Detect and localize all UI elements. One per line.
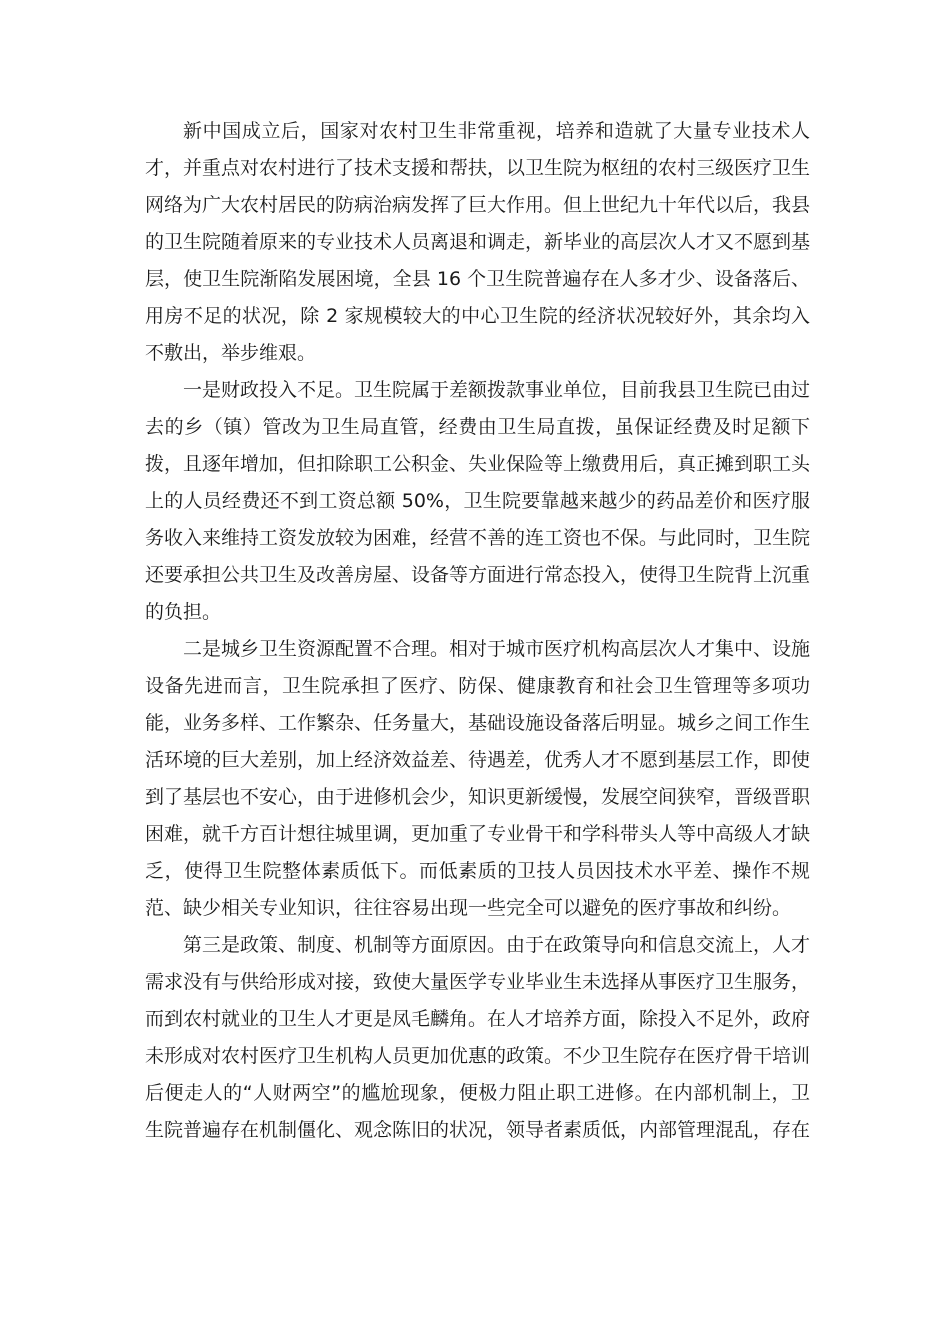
paragraph-financial-input: 一是财政投入不足。卫生院属于差额拨款事业单位，目前我县卫生院已由过去的乡（镇）管改为卫生局直管，经费由卫生局直拨，虽保证经费及时足额下拨，且逐年增加，但扣除职工公积金、失业保险等上缴费用后，真正摊到职工头上的人员经费还不到工资总额 50%，卫生院要靠越来越少的药品差价和医疗服务收入来维持工资发放较为困难，经营不善的连工资也不保。与此同时，卫生院还要承担公共卫生及改善房屋、设备等方面进行常态投入，使得卫生院背上沉重的负担。 — [145, 379, 811, 623]
paragraph-intro: 新中国成立后，国家对农村卫生非常重视，培养和造就了大量专业技术人才，并重点对农村进行了技术支援和帮扶，以卫生院为枢纽的农村三级医疗卫生网络为广大农村居民的防病治病发挥了巨大作用。但上世纪九十年代以后，我县的卫生院随着原来的专业技术人员离退和调走，新毕业的高层次人才又不愿到基层，使卫生院渐陷发展困境，全县 16 个卫生院普遍存在人多才少、设备落后、用房不足的状况，除 2 家规模较大的中心卫生院的经济状况较好外，其余均入不敷出，举步维艰。 — [145, 120, 811, 364]
document-body — [145, 113, 810, 1149]
paragraph-resource-allocation: 二是城乡卫生资源配置不合理。相对于城市医疗机构高层次人才集中、设施设备先进而言，卫生院承担了医疗、防保、健康教育和社会卫生管理等多项功能，业务多样、工作繁杂、任务量大，基础设施设备落后明显。城乡之间工作生活环境的巨大差别，加上经济效益差、待遇差，优秀人才不愿到基层工作，即使到了基层也不安心，由于进修机会少，知识更新缓慢，发展空间狭窄，晋级晋职困难，就千方百计想往城里调，更加重了专业骨干和学科带头人等中高级人才缺乏，使得卫生院整体素质低下。而低素质的卫技人员因技术水平差、操作不规范、缺少相关专业知识，往往容易出现一些完全可以避免的医疗事故和纠纷。 — [145, 638, 811, 919]
paragraph-policy-mechanism: 第三是政策、制度、机制等方面原因。由于在政策导向和信息交流上，人才需求没有与供给形成对接，致使大量医学专业毕业生未选择从事医疗卫生服务，而到农村就业的卫生人才更是凤毛麟角。在人才培养方面，除投入不足外，政府未形成对农村医疗卫生机构人员更加优惠的政策。不少卫生院存在医疗骨干培训后便走人的“人财两空”的尴尬现象，便极力阻止职工进修。在内部机制上，卫生院普遍存在机制僵化、观念陈旧的状况，领导者素质低，内部管理混乱，存在 — [145, 934, 811, 1141]
